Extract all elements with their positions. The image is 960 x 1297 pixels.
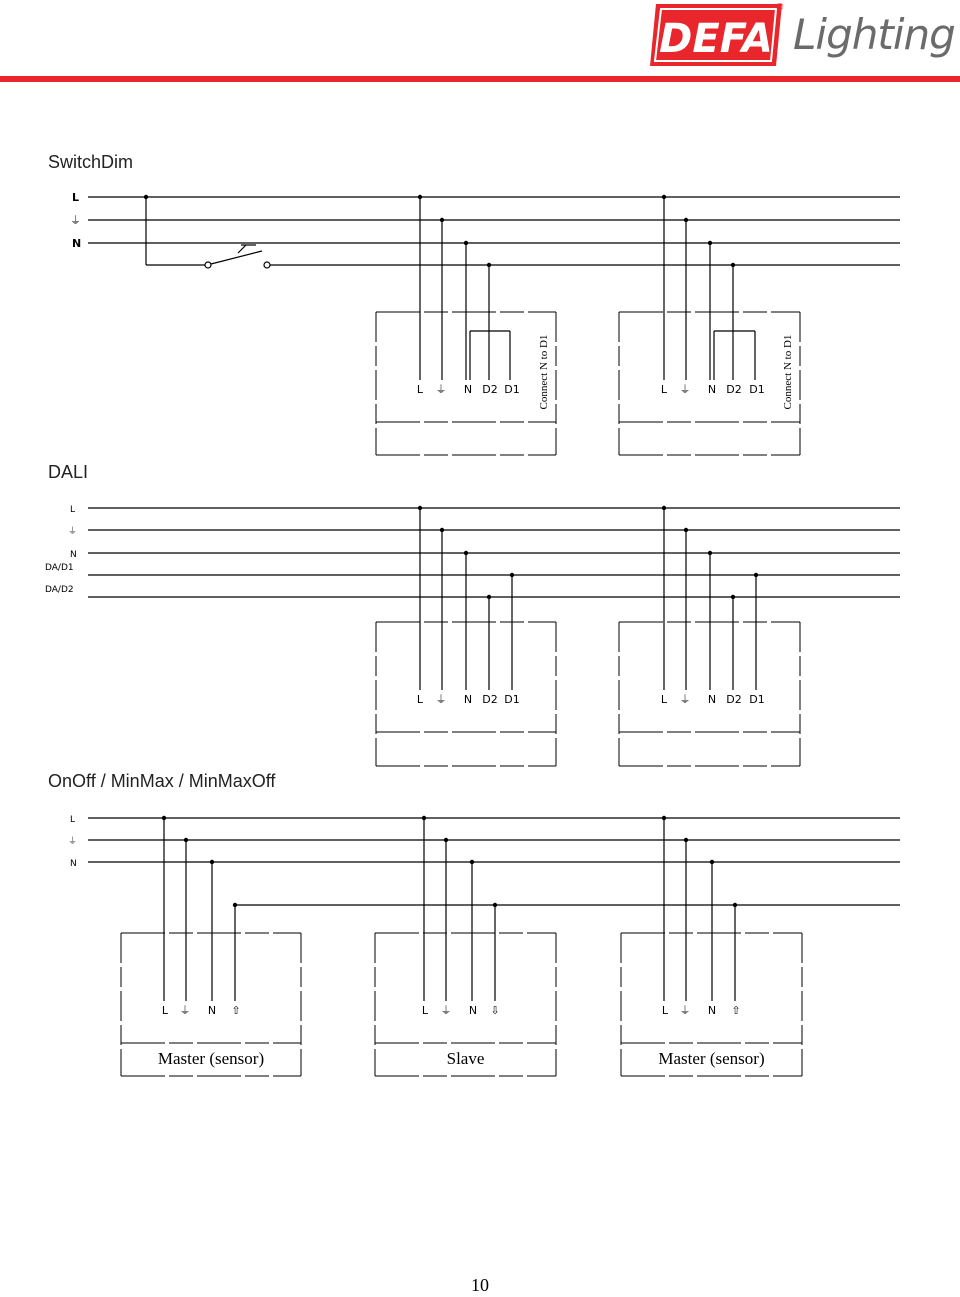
terminal-label: ⏚ — [435, 693, 447, 706]
junction-dot — [708, 241, 712, 245]
line-label: L — [72, 191, 80, 204]
terminal-label: ⇧ — [231, 1004, 241, 1017]
junction-dot — [662, 506, 666, 510]
line-label: DA/D2 — [45, 585, 74, 595]
page-number: 10 — [471, 1275, 489, 1295]
line-label: L — [70, 815, 76, 825]
unit-caption: Slave — [446, 1049, 485, 1068]
logo-word: Lighting — [793, 10, 955, 59]
junction-dot — [422, 816, 426, 820]
junction-dot — [731, 263, 735, 267]
terminal-label: L — [660, 383, 668, 396]
junction-dot — [684, 218, 688, 222]
terminal-label: L — [161, 1004, 169, 1017]
junction-dot — [440, 218, 444, 222]
line-label: ⏚ — [70, 214, 81, 227]
terminal-label: L — [660, 693, 668, 706]
terminal-label: ⏚ — [679, 693, 691, 706]
junction-dot — [754, 573, 758, 577]
terminal-label: ⏚ — [440, 1004, 452, 1017]
terminal-label: ⇧ — [731, 1004, 741, 1017]
terminal-label: N — [707, 383, 717, 396]
switchdim-title: SwitchDim — [48, 152, 134, 172]
terminal-label: N — [707, 693, 717, 706]
switch-contact — [264, 262, 270, 268]
junction-dot — [510, 573, 514, 577]
terminal-label: D2 — [726, 383, 742, 396]
line-label: ⏚ — [68, 837, 78, 847]
junction-dot — [444, 838, 448, 842]
junction-dot — [684, 528, 688, 532]
terminal-label: D1 — [504, 383, 520, 396]
terminal-label: L — [421, 1004, 429, 1017]
junction-dot — [684, 838, 688, 842]
line-label: N — [70, 859, 77, 869]
dali-title: DALI — [48, 462, 89, 482]
unit-caption: Master (sensor) — [157, 1049, 265, 1068]
junction-dot — [733, 903, 737, 907]
terminal-label: N — [468, 1004, 478, 1017]
switch-lever — [211, 251, 262, 264]
terminal-label: L — [416, 693, 424, 706]
terminal-label: D2 — [482, 383, 498, 396]
registered-mark: ® — [776, 2, 784, 13]
junction-dot — [731, 595, 735, 599]
terminal-label: ⏚ — [179, 1004, 191, 1017]
terminal-label: D1 — [749, 693, 765, 706]
junction-dot — [487, 263, 491, 267]
terminal-label: L — [661, 1004, 669, 1017]
junction-dot — [440, 528, 444, 532]
onoff-title: OnOff / MinMax / MinMaxOff — [48, 771, 276, 791]
terminal-label: ⏚ — [679, 383, 691, 396]
junction-dot — [464, 551, 468, 555]
connect-note: Connect N to D1 — [782, 334, 794, 410]
terminal-label: ⇩ — [490, 1004, 500, 1017]
terminal-label: N — [463, 693, 473, 706]
junction-dot — [470, 860, 474, 864]
junction-dot — [662, 816, 666, 820]
logo-mark-text: DEFA — [659, 16, 773, 62]
switch-contact — [205, 262, 211, 268]
junction-dot — [162, 816, 166, 820]
junction-dot — [487, 595, 491, 599]
line-label: N — [72, 237, 82, 250]
terminal-label: D1 — [504, 693, 520, 706]
terminal-label: D2 — [726, 693, 742, 706]
terminal-label: N — [707, 1004, 717, 1017]
junction-dot — [710, 860, 714, 864]
switch-actuator — [238, 245, 246, 253]
terminal-label: ⏚ — [435, 383, 447, 396]
line-label: L — [70, 505, 76, 515]
line-label: N — [70, 550, 77, 560]
junction-dot — [662, 195, 666, 199]
junction-dot — [493, 903, 497, 907]
terminal-label: ⏚ — [679, 1004, 691, 1017]
unit-caption: Master (sensor) — [658, 1049, 765, 1068]
terminal-label: L — [416, 383, 424, 396]
junction-dot — [418, 195, 422, 199]
terminal-label: N — [463, 383, 473, 396]
line-label: ⏚ — [68, 527, 78, 537]
terminal-label: N — [207, 1004, 217, 1017]
junction-dot — [464, 241, 468, 245]
junction-dot — [144, 195, 148, 199]
terminal-label: D1 — [749, 383, 765, 396]
junction-dot — [210, 860, 214, 864]
junction-dot — [233, 903, 237, 907]
terminal-label: D2 — [482, 693, 498, 706]
junction-dot — [418, 506, 422, 510]
line-label: DA/D1 — [45, 563, 74, 573]
junction-dot — [708, 551, 712, 555]
junction-dot — [184, 838, 188, 842]
connect-note: Connect N to D1 — [538, 334, 550, 410]
